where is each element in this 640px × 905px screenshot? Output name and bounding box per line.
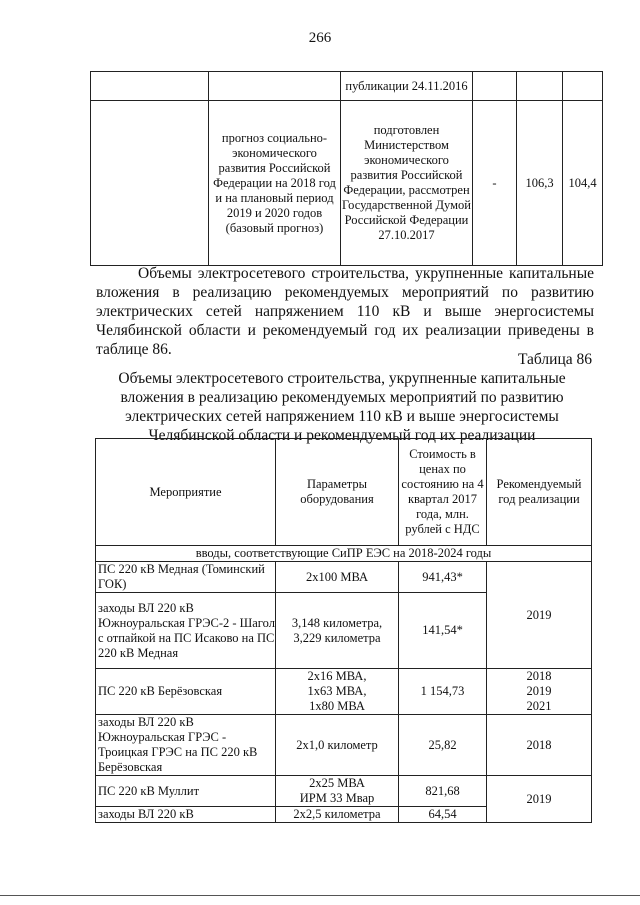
params-line: 2х16 МВА, [307, 669, 367, 683]
section-row [96, 546, 592, 562]
params-cell [276, 669, 399, 715]
table-cell [563, 72, 603, 101]
table-row [91, 72, 603, 101]
year-cell [487, 669, 592, 715]
params-line: 3,229 километра [293, 630, 381, 645]
table-label: Таблица 86 [517, 351, 592, 368]
params-line: 1х80 МВА [309, 699, 365, 713]
params-line: ИРМ 33 Мвар [299, 791, 375, 805]
activity-cell: заходы ВЛ 220 кВ Южноуральская ГРЭС-2 - Шагол с отпайкой на ПС Исаково на ПС 220 кВ Медная [96, 593, 276, 669]
table-row [96, 776, 592, 807]
year-line: 2019 [526, 684, 552, 698]
table-cell [517, 72, 563, 101]
header-cost: Стоимость в ценах по состоянию на 4 квартал 2017 года, млн. рублей с НДС [399, 439, 487, 546]
section-title: вводы, соответствующие СиПР ЕЭС на 2018-2024 годы [96, 546, 592, 562]
continued-table [90, 71, 603, 266]
header-parameters: Параметры оборудования [276, 439, 399, 546]
year-cell: 2018 [487, 715, 592, 776]
year-line: 2018 [526, 669, 552, 683]
cost-cell: 64,54 [399, 807, 487, 823]
params-line: 3,148 километра, [291, 615, 383, 630]
cost-cell: 941,43* [399, 562, 487, 593]
table-cell [91, 72, 209, 101]
cost-cell: 821,68 [399, 776, 487, 807]
header-activity: Мероприятие [96, 439, 276, 546]
table-row [96, 669, 592, 715]
table-caption: Объемы электросетевого строительства, укрупненные капитальные вложения в реализацию рекомендуемых мероприятий по развитию электрических сетей напряжением 110 кВ и выше энергосистемы Челябинской области и рекомендуемый год их реализации [118, 370, 566, 444]
table-cell: - [473, 101, 517, 266]
page-bottom-rule [0, 895, 640, 896]
year-line: 2021 [526, 699, 552, 713]
table-cell: 104,4 [563, 101, 603, 266]
activity-cell: ПС 220 кВ Берёзовская [96, 669, 276, 715]
investment-table [95, 438, 592, 823]
params-line: 1х63 МВА, [307, 684, 367, 698]
table-cell [209, 72, 341, 101]
header-row [96, 439, 592, 546]
params-cell: 2х2,5 километра [276, 807, 399, 823]
table-cell [473, 72, 517, 101]
table-cell: публикации 24.11.2016 [341, 72, 473, 101]
body-paragraph: Объемы электросетевого строительства, укрупненные капитальные вложения в реализацию рекомендуемых мероприятий по развитию электрических сетей напряжением 110 кВ и выше энергосистемы Челябинской области и рекомендуемый год их реализации приведены в таблице 86. [96, 265, 594, 358]
activity-cell: ПС 220 кВ Медная (Томинский ГОК) [96, 562, 276, 593]
page-number: 266 [308, 30, 332, 46]
params-cell: 2х1,0 километр [276, 715, 399, 776]
table-cell: 106,3 [517, 101, 563, 266]
table-row [91, 101, 603, 266]
cost-cell: 25,82 [399, 715, 487, 776]
activity-cell: заходы ВЛ 220 кВ [96, 807, 276, 823]
table-row [96, 715, 592, 776]
header-year: Рекомендуемый год реализации [487, 439, 592, 546]
cost-cell: 1 154,73 [399, 669, 487, 715]
cost-cell: 141,54* [399, 593, 487, 669]
params-cell: 2х100 МВА [276, 562, 399, 593]
year-cell: 2019 [487, 562, 592, 669]
activity-cell: ПС 220 кВ Муллит [96, 776, 276, 807]
activity-cell: заходы ВЛ 220 кВ Южноуральская ГРЭС - Троицкая ГРЭС на ПС 220 кВ Берёзовская [96, 715, 276, 776]
params-cell [276, 776, 399, 807]
params-cell [276, 593, 399, 669]
table-row [96, 562, 592, 593]
params-line: 2х25 МВА [309, 776, 365, 790]
table-cell [91, 101, 209, 266]
table-cell: подготовлен Министерством экономического развития Российской Федерации, рассмотрен Государственной Думой Российской Федерации 27.10.2017 [341, 101, 473, 266]
table-cell: прогноз социально-экономического развития Российской Федерации на 2018 год и на плановый период 2019 и 2020 годов (базовый прогноз) [209, 101, 341, 266]
year-cell: 2019 [487, 776, 592, 823]
